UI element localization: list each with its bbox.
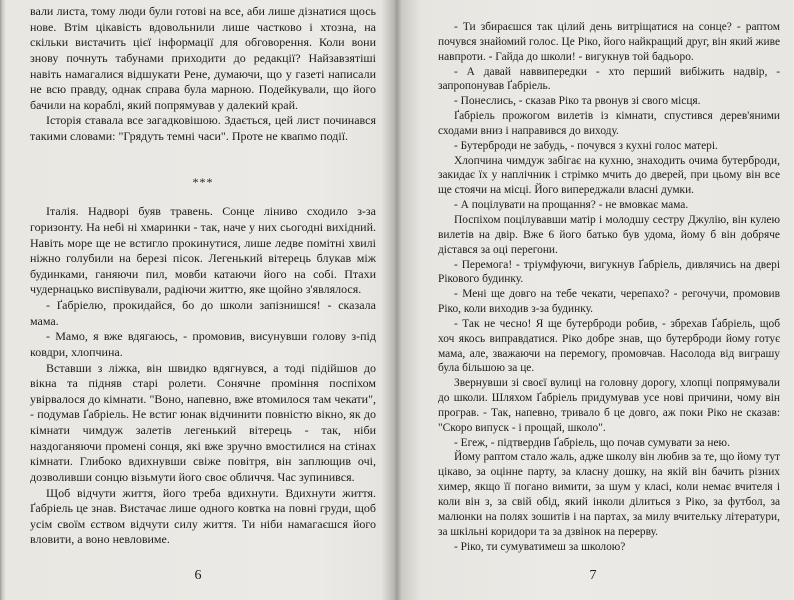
paragraph: Ґабріель прожогом вилетів із кімнати, спустився дерев'яними сходами вниз і направився до виходу. xyxy=(438,110,780,137)
page-number: 7 xyxy=(589,568,597,583)
paragraph: Італія. Надворі буяв травень. Сонце ліниво сходило з-за горизонту. На небі ні хмаринки - так, наче у них сьогодні вихідний. Навіть море ще не встигло прокинутися, лише ледве помітні хвилі ніжно голубили на березі пісок. Легенький вітерець блукав між будинками, ганяючи пил, мовби катаючи його на собі. Птахи чудернацько виспівували, радіючи життю, яке щойно з'являлося. xyxy=(30,204,376,297)
left-page xyxy=(0,0,396,600)
paragraph: - А давай наввипередки - хто перший вибіжить надвір, - запропонував Ґабріель. xyxy=(438,65,780,93)
paragraph: Історія ставала все загадковішою. Здається, цей лист починався такими словами: "Грядуть темні часи". Проте не квапмо події. xyxy=(30,113,376,143)
paragraph: - Бутерброди не забудь, - почувся з кухні голос матері. xyxy=(454,139,718,152)
paragraph: - Перемога! - тріумфуючи, вигукнув Ґабріель, дивлячись на двері Рікового будинку. xyxy=(438,258,780,286)
paragraph: - Ти збираєшся так цілий день витріщатися на сонце? - раптом почувся знайомий голос. Це Ріко, його найкращий друг, він який живе навпроти. - Гайда до школи! - вигукнув той бадьоро. xyxy=(438,21,780,63)
paragraph: - Мамо, я вже вдягаюсь, - промовив, висунувши голову з-під ковдри, хлопчина. xyxy=(30,329,376,359)
paragraph: - Егеж, - підтвердив Ґабріель, що почав сумувати за нею. xyxy=(454,436,730,449)
paragraph: Йому раптом стало жаль, адже школу він любив за те, що йому тут цікаво, за оцінне парту, за класну дошку, на якій він бачить різних химер, якщо її погано вимити, за шум у класі, коли немає вчителя і коли він з, за свій обід, який інколи ділиться з Ріко, за футбол, за малюнки на полях зошитів і на партах, за милу вчительку літератури, за шкільні коридори та за дзвінок на перерву. xyxy=(438,451,780,538)
paragraph: - Понеслись, - сказав Ріко та рвонув зі свого місця. xyxy=(454,95,701,108)
paragraph: - Ґабріелю, прокидайся, бо до школи запізнишся! - сказала мама. xyxy=(30,298,376,328)
paragraph: Звернувши зі своєї вулиці на головну дорогу, хлопці попрямували до школи. Шляхом Ґабріель придумував усе нові причини, чому він програв. - Так, напевно, тривало б це довго, аж поки Ріко не сказав: "Скоро випуск - і прощай, школо". xyxy=(438,377,780,434)
right-page xyxy=(400,0,794,600)
paragraph: вали листа, тому люди були готові на все, аби лише дізнатися щось нове. Втім цікавість вдовольнили лише частково і хтозна, на скільки вистачить цієї інформації для обговорення. Коли вони знову почнуть табунами приходити до редакції? Найзавзятіші навіть намагалися відшукати Рене, думаючи, що у газеті написали не всю правду, однак справа була марною. Подейкували, що його бачили на кораблі, який попрямував у далекий край. xyxy=(30,4,376,112)
left-page-text xyxy=(30,4,376,548)
section-break: *** xyxy=(192,174,214,189)
paragraph: Хлопчина чимдуж забігає на кухню, знаходить очима бутерброди, закидає їх у наплічник і стрімко мчить до дверей, при цьому він все ще стоячи на місці. Його випереджали власні думки. xyxy=(438,154,780,197)
paragraph: - Мені ще довго на тебе чекати, черепахо? - регочучи, промовив Ріко, коли виходив з-за будинку. xyxy=(438,288,780,316)
paragraph: - Так не чесно! Я ще бутерброди робив, - збрехав Ґабріель, щоб хоч якось виправдатися. Ріко добре знав, що бутерброди йому готує мама, але, зважаючи на перемогу, промовчав. Насолода від виграшу була більшою за це. xyxy=(438,317,780,375)
right-page-text xyxy=(438,20,780,554)
page-number: 6 xyxy=(194,568,202,583)
paragraph: Щоб відчути життя, його треба вдихнути. Вдихнути життя. Ґабріель це знав. Вистачає лише одного ковтка на повні груди, щоб усім своїм єством відчути силу життя. Ти ніби намагаєшся його вловити, а воно невловиме. xyxy=(30,485,376,547)
paragraph: - А поцілувати на прощання? - не вмовкає мама. xyxy=(454,199,689,212)
paragraph: Вставши з ліжка, він швидко вдягнувся, а тоді підійшов до вікна та підняв старі ролети. Сонячне проміння поспіхом увірвалося до кімнати. "Воно, напевно, вже втомилося там чекати", - подумав Ґабріель. Не встиг юнак відчинити повністю вікно, як до кімнати чимдуж залетів легенький вітерець - так, ніби наздоганяючи промені сонця, які вже зручно вмостилися на стінах кімнати. Глибоко вдихнувши свіже повітря, він заплющив очі, дозволивши сонцю візьмути його своє обличчя. Час зупинився. xyxy=(30,360,376,484)
paragraph: Поспіхом поцілувавши матір і молодшу сестру Джулію, він кулею вилетів на двір. Вже 6 його батько був удома, йому б він добряче дістався за оці перегони. xyxy=(438,213,780,256)
paragraph: - Ріко, ти сумуватимеш за школою? xyxy=(454,540,626,553)
